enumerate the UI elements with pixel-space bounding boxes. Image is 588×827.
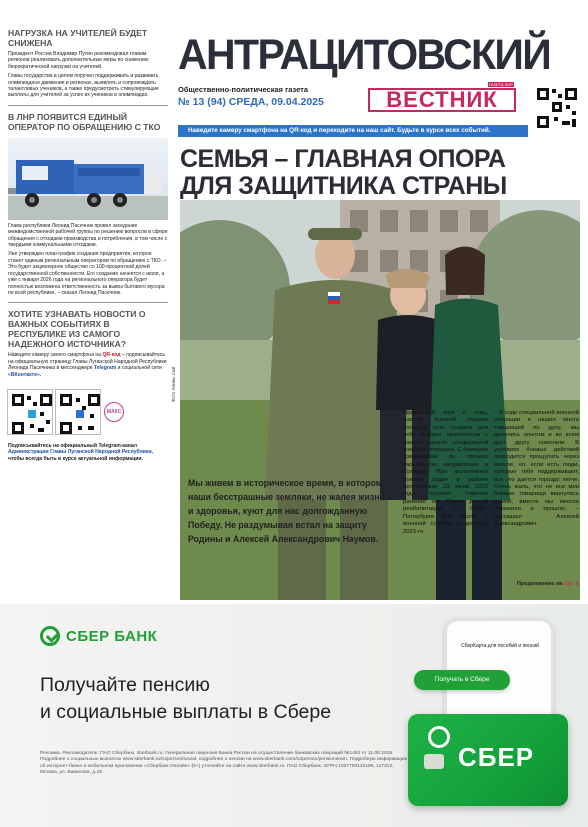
max-messenger-logo-icon: МАКС <box>104 402 124 422</box>
continued-on-page[interactable]: Продолжение на стр. 6 <box>516 581 579 587</box>
article-column-1: Примерный муж и отец, шахтер Алексей Наумов сложный путь солдата для себя выбрал практически с самого начала специальной военной операции. С боевыми товарищами он прошел харьковское направление и Соледар. При выполнении боевых задач в районе Белогоровки 23 июня 2023 года получил тяжелое ранение ног. После долгой реабилитации в Санкт-Петербурге был уволен с военной службы в декабре 2023-го. <box>403 410 488 535</box>
qr-codes-row <box>8 384 168 440</box>
qr-info-banner: Наведите камеру смартфона на QR-код и переходите на наш сайт. Будьте в курсе всех событий. <box>178 125 528 137</box>
vestnik-tag: ГАЗЕТА ЛНР <box>489 82 513 87</box>
article-title-news-source: ХОТИТЕ УЗНАВАТЬ НОВОСТИ О ВАЖНЫХ СОБЫТИЯХ В РЕСПУБЛИКЕ ИЗ САМОГО НАДЕЖНОГО ИСТОЧНИКА? <box>8 309 146 350</box>
sber-brand-name: СБЕР БАНК <box>66 627 158 645</box>
lead-quote: Мы живем в историческое время, в котором наши бесстрашные земляки, не жалея жизни и здоровья, куют для нас долгожданную Победу. Не раздумывая встал на защиту Родины и Алексей Александрович Наумов. <box>188 478 385 544</box>
article-title-waste-operator: В ЛНР ПОЯВИТСЯ ЕДИНЫЙ ОПЕРАТОР ПО ОБРАЩЕНИЮ С ТКО <box>8 111 161 132</box>
vestnik-logo: ВЕСТНИК <box>368 88 516 112</box>
sber-advertisement <box>0 604 588 827</box>
garbage-truck-photo <box>8 138 168 220</box>
newspaper-title: АНТРАЦИТОВСКИЙ <box>178 30 551 79</box>
article-paragraph: Глава республики Леонид Пасечник провел заседание межведомственной рабочей группы по решению вопросов в сфере обращения с отходами производства и потребления, в том числе с твердыми коммунальными отходами. <box>8 222 168 249</box>
article-column-2: – В ходе специальной военной операции я нашел много товарищей по духу, мы делились опытом и во всем друг другу помогали. В условиях боевых действий приходится прощупать через многое, но, если есть люди, которые тебя поддерживают, все это дается гораздо легче. Очень жаль, что не все мои боевые товарищи вернулись домой, вместе мы многое пережили и прошли, – рассказал Алексей Александрович. <box>494 410 579 528</box>
qr-code-site[interactable] <box>535 86 579 130</box>
sber-check-icon <box>40 626 60 646</box>
subscribe-channel-paragraph: Подписывайтесь на официальный Telegram-канал Администрации Главы Луганской Народной Республики, чтобы всегда быть в курсе актуальной информации. <box>8 442 154 462</box>
sber-logo <box>40 626 157 646</box>
get-in-sber-button[interactable]: Получать в Сбере <box>414 670 510 690</box>
phone-card-title: СберКарта для пособий и пенсий <box>461 643 539 649</box>
left-column <box>8 28 168 462</box>
divider <box>8 302 168 303</box>
subscribe-paragraph: Наведите камеру своего смартфона на QR-код – подписывайтесь на официальную страницу Главы Луганской Народной Республики Леонида Пасечника в мессенджере Telegram и социальной сети «ВКонтакте». <box>8 352 167 378</box>
qr-code-vk[interactable] <box>56 390 100 434</box>
card-brand: СБЕР <box>458 742 535 772</box>
photo-credit: Фото Алины Сай <box>171 366 176 402</box>
sber-card-logo-icon <box>428 726 450 748</box>
main-headline: СЕМЬЯ – ГЛАВНАЯ ОПОРА ДЛЯ ЗАЩИТНИКА СТРАНЫ <box>180 145 507 200</box>
article-title-teachers: НАГРУЗКА НА УЧИТЕЛЕЙ БУДЕТ СНИЖЕНА <box>8 28 148 48</box>
article-paragraph: Уже утвержден план-график создания предприятия, которое станет единым региональным оператором по обращению с ТКО. – Это будет акционерное общество со 100-процентной долей государственной собственности. Его создание начнется с июля, а уже с января 2026 года на регионального оператора будет полностью возложена ответственность за вывоз бытового мусора по всей республике, – сказал Леонид Пасечник. <box>8 251 167 296</box>
article-paragraph: Президент России Владимир Путин рекомендовал главам регионов реализовать дополнительные меры по снижению бюрократической нагрузки на учителей. <box>8 51 149 70</box>
article-paragraph: Главы государства в целом поручил поддерживать и развивать олимпиадное движение в регионах, выявлять и сопровождать талантливых учеников, а также предусмотреть стимулирующие выплаты для учителей за успех их учеников в олимпиадах. <box>8 73 160 99</box>
divider <box>8 105 168 106</box>
issue-info: № 13 (94) СРЕДА, 09.04.2025 <box>178 96 324 108</box>
qr-code-telegram[interactable] <box>8 390 52 434</box>
sber-bank-card <box>408 714 568 806</box>
card-chip-icon <box>424 754 444 769</box>
masthead <box>178 30 582 140</box>
newspaper-subtitle: Общественно-политическая газета <box>178 85 309 94</box>
ad-slogan: Получайте пенсию и социальные выплаты в Сбере <box>40 674 332 723</box>
ad-legal-text: Реклама. Рекламодатель: ПАО Сбербанк, sberbank.ru. Генеральная лицензия Банка России на осуществление банковских операций №1481 от 11.08.2015. Подробнее о социальных выплатах www.sberbank.ru/ru/person/social, подробнее о пенсии на www.sberbank.com/ru/person/pensioneram. Подробную информацию об интернет-банке и мобильном приложении «Сбербанк Онлайн» (6+) уточняйте на сайте www.sberbank.ru. ПАО Сбербанк. ОГРН 1027700132195, 117312, Москва, ул. Вавилова, д.19 <box>40 751 408 776</box>
